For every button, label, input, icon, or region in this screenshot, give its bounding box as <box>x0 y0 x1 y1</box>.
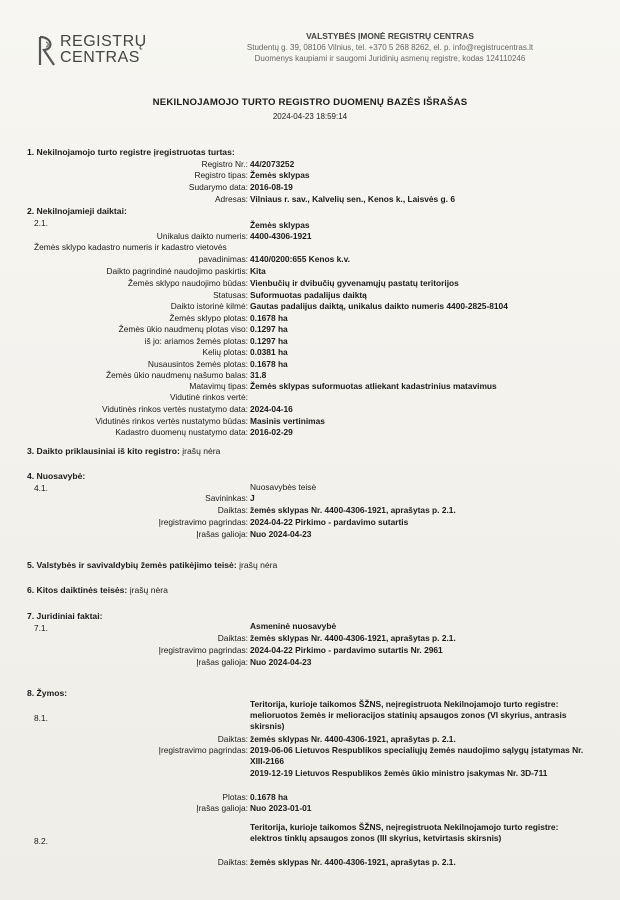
section-5-title: 5. Valstybės ir savivaldybių žemės patikėjimo teisė: <box>27 560 237 570</box>
field-label: Žemės ūkio naudmenų plotas viso: <box>118 324 248 334</box>
field-value: 0.1297 ha <box>250 324 288 334</box>
field-value: Gautas padalijus daiktą, unikalus daikto numeris 4400-2825-8104 <box>250 301 508 311</box>
field-value: žemės sklypas Nr. 4400-4306-1921, aprašytas p. 2.1. <box>250 857 456 867</box>
field-value: 0.1678 ha <box>250 313 288 323</box>
field-value: 0.0381 ha <box>250 347 288 357</box>
field-label: Plotas: <box>222 792 248 802</box>
field-value: 4400-4306-1921 <box>250 231 312 241</box>
field-label: Registro Nr.: <box>201 159 248 169</box>
field-value: 44/2073252 <box>250 159 295 169</box>
field-label: Įregistravimo pagrindas: <box>158 517 248 527</box>
field-label: Daikto istorinė kilmė: <box>170 301 248 311</box>
field-value: Kita <box>250 266 266 276</box>
field-value: Žemės sklypas <box>250 170 310 180</box>
section-5-heading <box>27 560 277 570</box>
field-label: pavadinimas: <box>198 254 248 264</box>
field-label: Daiktas: <box>217 734 248 744</box>
section-3-empty: įrašų nėra <box>182 446 221 456</box>
field-value: 31.8 <box>250 370 267 380</box>
field-value: Nuo 2023-01-01 <box>250 803 312 813</box>
field-value: Vienbučių ir dvibučių gyvenamųjų pastatų teritorijos <box>250 278 459 288</box>
field-value: 2016-02-29 <box>250 427 293 437</box>
logo-text <box>60 34 147 66</box>
entry-number: 8.1. <box>34 713 48 723</box>
issuer-address: Studentų g. 39, 08106 Vilnius, tel. +370 5 268 8262, el. p. info@registrucentras.lt <box>246 43 534 52</box>
field-label: Įregistravimo pagrindas: <box>158 745 248 755</box>
section-6-heading <box>27 585 168 595</box>
field-value: Masinis vertinimas <box>250 416 325 426</box>
logo-mark-icon <box>36 34 58 68</box>
field-value: Nuo 2024-04-23 <box>250 657 312 667</box>
logo-line-2: CENTRAS <box>60 49 140 66</box>
field-value: žemės sklypas Nr. 4400-4306-1921, aprašytas p. 2.1. <box>250 505 456 515</box>
field-label: Įrašas galioja: <box>196 529 248 539</box>
document-date: 2024-04-23 18:59:14 <box>272 112 348 121</box>
field-value: 2024-04-22 Pirkimo - pardavimo sutartis Nr. 2961 <box>250 645 443 655</box>
field-label: Kadastro duomenų nustatymo data: <box>115 427 248 437</box>
entry-name: Teritorija, kurioje taikomos ŠŽNS, neįregistruota Nekilnojamojo turto registre: melioruotos žemės ir melioracijos statinių apsaugos zonos (VI skyrius, antrasis skirsnis) <box>250 699 567 731</box>
field-label: Žemės sklypo kadastro numeris ir kadastro vietovės <box>34 242 227 252</box>
entry-number: 8.2. <box>34 836 48 846</box>
entry-name: Nuosavybės teisė <box>250 482 317 492</box>
field-label: Nusausintos žemės plotas: <box>147 359 248 369</box>
field-label: Savininkas: <box>205 493 248 503</box>
section-8-heading: 8. Žymos: <box>27 688 68 698</box>
section-5-empty: įrašų nėra <box>239 560 278 570</box>
field-label: Įregistravimo pagrindas: <box>158 645 248 655</box>
field-label: Vidutinės rinkos vertės nustatymo data: <box>101 404 248 414</box>
field-label: Vidutinės rinkos vertės nustatymo būdas: <box>95 416 248 426</box>
field-label: Adresas: <box>214 194 248 204</box>
section-3-title: 3. Daikto priklausiniai iš kito registro: <box>27 446 180 456</box>
field-label: Kelių plotas: <box>202 347 248 357</box>
field-value: 2024-04-22 Pirkimo - pardavimo sutartis <box>250 517 409 527</box>
issuer-name: VALSTYBĖS ĮMONĖ REGISTRŲ CENTRAS <box>306 31 474 41</box>
field-value: 4140/0200:655 Kenos k.v. <box>250 254 350 264</box>
field-label: Daiktas: <box>217 505 248 515</box>
field-label: Matavimų tipas: <box>189 381 248 391</box>
section-6-empty: įrašų nėra <box>129 585 168 595</box>
field-value: 2024-04-16 <box>250 404 293 414</box>
issuer-header <box>200 31 580 64</box>
field-value: 2016-08-19 <box>250 182 293 192</box>
entry-number: 4.1. <box>34 483 48 493</box>
field-label: Žemės sklypo naudojimo būdas: <box>127 278 248 288</box>
field-value: žemės sklypas Nr. 4400-4306-1921, aprašytas p. 2.1. <box>250 734 456 744</box>
section-7-heading: 7. Juridiniai faktai: <box>27 611 103 621</box>
section-3-heading <box>27 446 220 456</box>
field-value: 0.1678 ha <box>250 792 288 802</box>
field-label: Registro tipas: <box>194 170 248 180</box>
entry-name: Asmeninė nuosavybė <box>250 621 337 631</box>
entry-number: 2.1. <box>34 218 48 228</box>
issuer-note: Duomenys kaupiami ir saugomi Juridinių asmenų registre, kodas 124110246 <box>254 54 526 63</box>
logo-line-1: REGISTRŲ <box>60 33 147 50</box>
section-4-heading: 4. Nuosavybė: <box>27 471 86 481</box>
field-label: Daiktas: <box>217 633 248 643</box>
registru-centras-logo <box>36 32 147 74</box>
field-label: Statusas: <box>213 290 248 300</box>
field-label: Įrašas galioja: <box>196 803 248 813</box>
field-label: Vidutinė rinkos vertė: <box>169 392 248 402</box>
field-value: Žemės sklypas suformuotas atliekant kadastrinius matavimus <box>250 381 497 391</box>
field-value: 2019-12-19 Lietuvos Respublikos žemės ūkio ministro įsakymas Nr. 3D-711 <box>250 768 548 778</box>
field-value: žemės sklypas Nr. 4400-4306-1921, aprašytas p. 2.1. <box>250 633 456 643</box>
field-label: Daikto pagrindinė naudojimo paskirtis: <box>106 266 248 276</box>
field-value: 0.1678 ha <box>250 359 288 369</box>
entry-number: 7.1. <box>34 623 48 633</box>
field-label: Įrašas galioja: <box>196 657 248 667</box>
field-value: J <box>250 493 255 503</box>
field-label: Daiktas: <box>217 857 248 867</box>
section-1-heading: 1. Nekilnojamojo turto registre įregistruotas turtas: <box>27 147 235 157</box>
entry-name: Teritorija, kurioje taikomos ŠŽNS, neįregistruota Nekilnojamojo turto registre: elektros tinklų apsaugos zonos (III skyrius, ketvirtasis skirsnis) <box>250 822 559 843</box>
section-2-heading: 2. Nekilnojamieji daiktai: <box>27 206 127 216</box>
field-label: Žemės sklypo plotas: <box>169 313 248 323</box>
field-label: Sudarymo data: <box>188 182 248 192</box>
field-value: Vilniaus r. sav., Kalvelių sen., Kenos k., Laisvės g. 6 <box>250 194 455 204</box>
field-value: 2019-06-06 Lietuvos Respublikos specialiųjų žemės naudojimo sąlygų įstatymas Nr. XIII-2166 <box>250 745 584 766</box>
entry-name: Žemės sklypas <box>250 220 310 230</box>
field-label: iš jo: ariamos žemės plotas: <box>144 336 248 346</box>
field-label: Žemės ūkio naudmenų našumo balas: <box>106 370 248 380</box>
field-value: 0.1297 ha <box>250 336 288 346</box>
field-value: Suformuotas padalijus daiktą <box>250 290 367 300</box>
field-value: Nuo 2024-04-23 <box>250 529 312 539</box>
document-title: NEKILNOJAMOJO TURTO REGISTRO DUOMENŲ BAZĖS IŠRAŠAS <box>152 97 468 108</box>
field-label: Unikalus daikto numeris: <box>156 231 248 241</box>
section-6-title: 6. Kitos daiktinės teisės: <box>27 585 128 595</box>
